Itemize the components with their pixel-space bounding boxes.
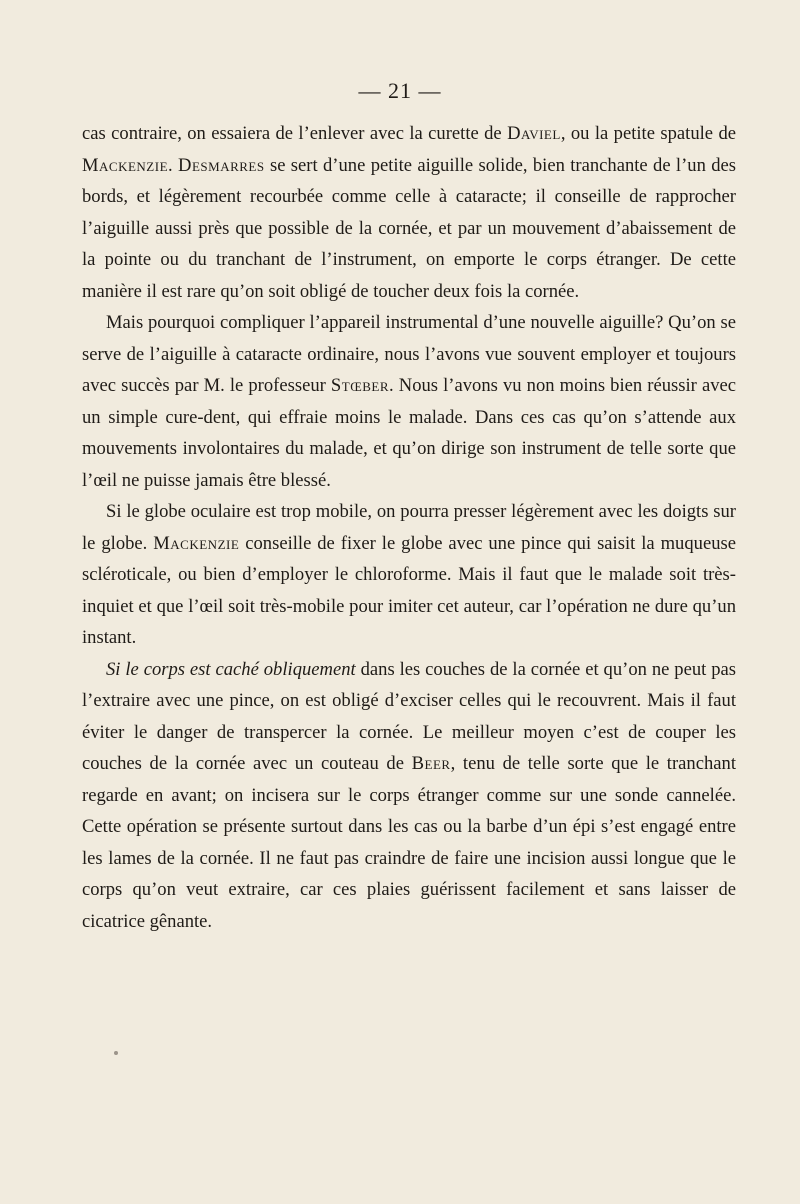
text-run: Si le globe oculaire est trop mobile, on pourra presser légèrement avec les doigts sur le globe.: [82, 501, 736, 554]
body-text: [82, 118, 736, 937]
text-run: dans les couches de la cornée et qu’on ne peut pas l’extraire avec une pince, on est obligé d’exciser celles qui le recouvrent. Mais il faut éviter le danger de transpercer la cornée. Le meilleur moyen c’est de couper les couches de la cornée avec un couteau de: [82, 658, 736, 774]
text-run: , tenu de telle sorte que le tranchant regarde en avant; on incisera sur le corps étranger comme sur une sonde cannelée. Cette opération se présente surtout dans les cas ou la barbe d’un épi s’est engagé entre les lames de la cornée. Il ne faut pas craindre de faire une incision aussi longue que le corps qu’on veut extraire, car ces plaies guérissent facilement et sans laisser de cicatrice gênante.: [82, 753, 736, 932]
author-name-stoeber: Stœber: [330, 375, 390, 396]
text-run: . Nous l’avons vu non moins bien réussir avec un simple cure-dent, qui effraie moins le malade. Dans ces cas qu’on s’attende aux mouvements involontaires du malade, et qu’on dirige son instrument de telle sorte que l’œil ne puisse jamais être blessé.: [82, 375, 736, 491]
paragraph: [82, 496, 736, 654]
text-run: cas contraire, on essaiera de l’enlever avec la curette de: [82, 123, 508, 144]
page-number: — 21 —: [358, 78, 442, 103]
text-run: Mais pourquoi compliquer l’appareil instrumental d’une nouvelle aiguille? Qu’on se serve de l’aiguille à cataracte ordinaire, nous l’avons vue souvent employer et toujours avec succès par M. le professeur: [82, 312, 736, 396]
author-name-desmarres: Desmarres: [178, 154, 265, 176]
author-name-mackenzie: Mackenzie: [82, 154, 169, 176]
author-name-beer: Beer: [411, 753, 451, 774]
text-run: se sert d’une petite aiguille solide, bien tranchante de l’un des bords, et légèrement recourbée comme celle à cataracte; il conseille de rapprocher l’aiguille aussi près que possible de la cornée, et par un mouvement d’abaissement de la pointe ou du tranchant de l’instrument, on emporte le corps étranger. De cette manière il est rare qu’on soit obligé de toucher deux fois la cornée.: [82, 154, 737, 302]
text-run: , ou la petite spatule de: [560, 123, 736, 144]
paragraph: [82, 654, 736, 938]
text-run: conseille de fixer le globe avec une pince qui saisit la muqueuse scléroticale, ou bien d’employer le chloroforme. Mais il faut que le malade soit très-inquiet et que l’œil soit très-mobile pour imiter cet auteur, car l’opération ne dure qu’un instant.: [82, 532, 736, 648]
text-run: .: [168, 154, 179, 176]
italic-lead-in: Si le corps est caché obliquement: [106, 658, 356, 680]
author-name-daviel: Daviel: [507, 123, 561, 144]
paragraph: [82, 118, 736, 307]
paper-speck: [114, 1051, 118, 1055]
paragraph: [82, 307, 736, 496]
author-name-mackenzie: Mackenzie: [153, 532, 240, 554]
